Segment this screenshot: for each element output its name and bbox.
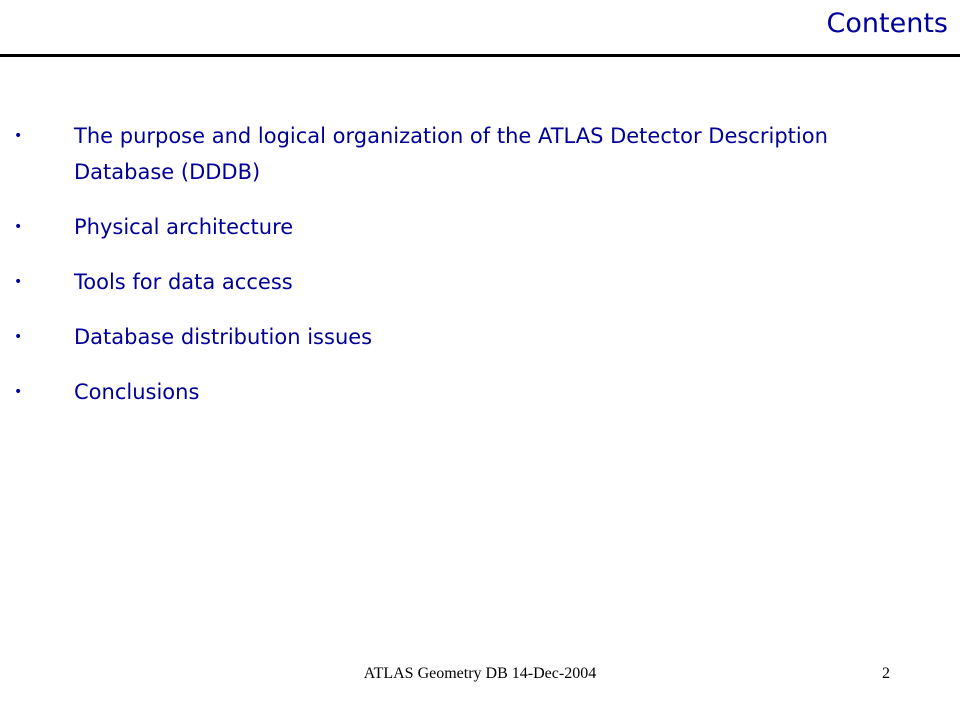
bullet-icon: • — [14, 219, 23, 235]
list-item-text: The purpose and logical organization of the ATLAS Detector Description Database (DDDB) — [74, 124, 828, 184]
bullet-icon: • — [14, 384, 23, 400]
page-number: 2 — [882, 665, 890, 682]
list-item-text: Conclusions — [74, 380, 200, 404]
list-item — [0, 118, 864, 190]
bullet-icon: • — [14, 128, 23, 144]
list-item-text: Physical architecture — [74, 215, 294, 239]
list-item — [0, 209, 864, 245]
list-item-text: Tools for data access — [74, 270, 293, 294]
contents-list — [0, 118, 960, 429]
bullet-icon: • — [14, 329, 23, 345]
list-item — [0, 374, 864, 410]
list-item — [0, 264, 864, 300]
slide-title: Contents — [826, 8, 948, 39]
bullet-icon: • — [14, 274, 23, 290]
list-item — [0, 319, 864, 355]
footer-text: ATLAS Geometry DB 14-Dec-2004 — [363, 665, 597, 682]
title-divider — [0, 54, 960, 57]
list-item-text: Database distribution issues — [74, 325, 373, 349]
